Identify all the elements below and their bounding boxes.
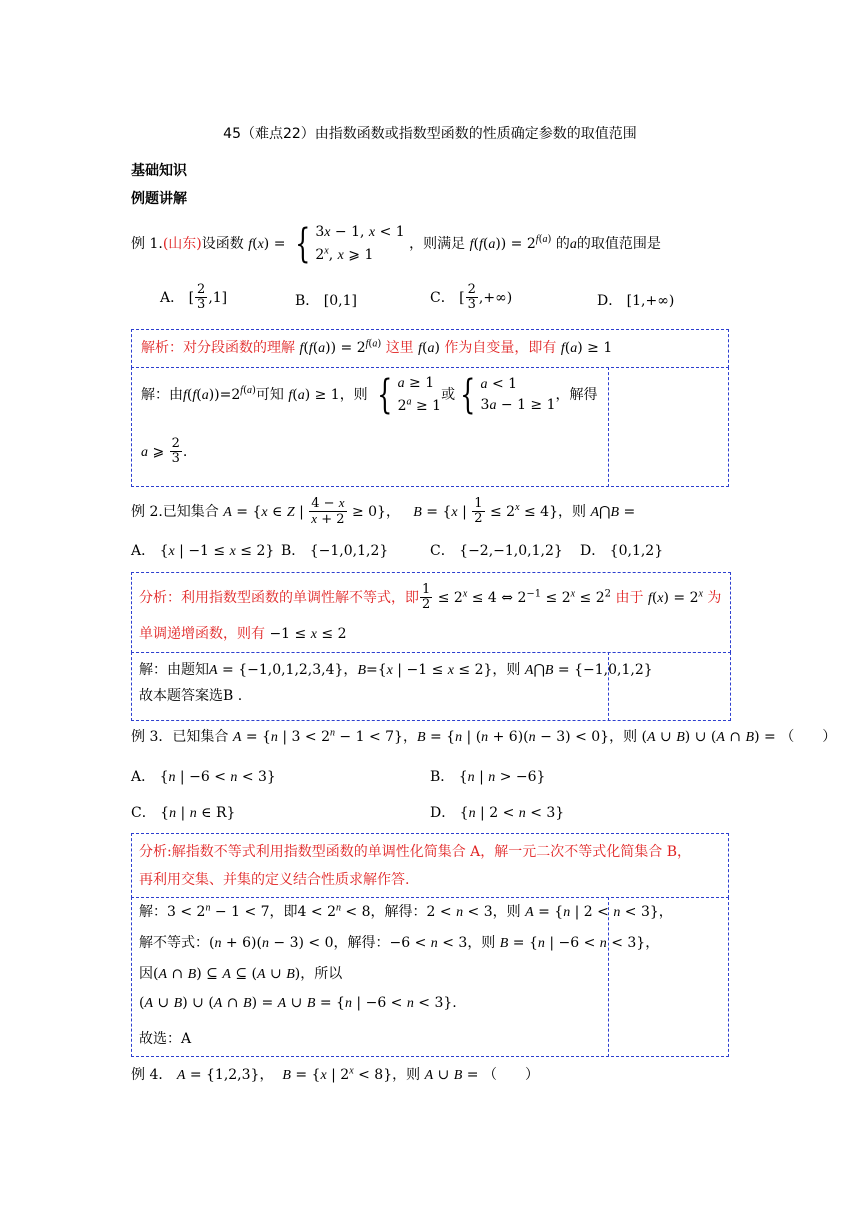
example-1-result: a ⩾ $\frac{2}{3}$ . xyxy=(141,436,188,467)
section-examples: 例题讲解 xyxy=(131,191,187,207)
example-1-question: 例 1.(山东)设函数 f(x) = { 3x − 1, x < 1 2$^x$, x ⩾ 1 ，则满足 $f(f(a)) = 2^{f(a)}$ 的a的取值范围是 xyxy=(131,220,661,267)
example-1-option-a: A． [ $\frac{2}{3}$ ,1] xyxy=(160,282,228,313)
example-1-solution: 解：由$f(f(a))=2^{f(a)}$可知 f(a) ≥ 1，则 { a ≥ 1 $2^a \ge 1$或 { a < 1 3a − 1 ≥ 1，解得 xyxy=(141,371,598,418)
page-title: 45（难点22）由指数函数或指数型函数的性质确定参数的取值范围 xyxy=(223,126,637,142)
example-3-option-a: A． {n | −6 < n < 3} xyxy=(131,769,276,785)
example-1-source: (山东) xyxy=(162,235,202,252)
example-3-solution-line-3: 因(A ∩ B) ⊆ A ⊆ (A ∪ B)，所以 xyxy=(139,966,343,982)
example-3-option-b: B． {n | n > −6} xyxy=(430,769,546,785)
example-4-question: 例 4． A = {1,2,3}， B = {x | $2^x < 8$}，则 A ∪ B = （ ） xyxy=(131,1065,539,1083)
example-3-solution-line-4: (A ∪ B) ∪ (A ∩ B) = A ∪ B = {n | −6 < n < 3}. xyxy=(139,995,457,1011)
example-3-option-c: C． {n | n ∈ R} xyxy=(131,805,236,821)
example-2-option-c: C． {−2,−1,0,1,2} xyxy=(430,543,563,559)
section-basic-knowledge: 基础知识 xyxy=(131,163,187,179)
example-3-analysis-line-2: 再利用交集、并集的定义结合性质求解作答. xyxy=(139,872,410,888)
example-2-solution: 解：由题知A = {−1,0,1,2,3,4}，B={x | −1 ≤ x ≤ 2}，则 A⋂B = {−1,0,1,2} xyxy=(139,662,653,678)
example-3-question: 例 3．已知集合 A = {n | $3 < 2^n - 1 < 7$}，B = {n | (n + 6)(n − 3) < 0}，则 (A ∪ B) ∪ (A ∩ B) = （ ） xyxy=(131,727,837,745)
example-2-analysis-line-1: 分析：利用指数型函数的单调性解不等式，即 $\frac{1}{2}$ ≤ $2^x \le 4$ ⇔ $2^{-1} \le 2^x \le 2^2$ 由于 $f(x) = 2^x$ 为 xyxy=(139,582,722,613)
example-1-option-d: D． [1,+∞) xyxy=(597,293,675,309)
example-3-option-d: D． {n | 2 < n < 3} xyxy=(430,805,565,821)
example-2-answer: 故本题答案选B . xyxy=(139,688,243,704)
example-1-option-b: B． [0,1] xyxy=(295,293,357,309)
example-3-analysis-line-1: 分析:解指数不等式利用指数型函数的单调性化简集合 A，解一元二次不等式化简集合 B， xyxy=(139,844,692,860)
example-1-label: 例 1. xyxy=(131,235,163,252)
example-3-solution-line-1: 解：$3 < 2^n - 1 < 7$，即$4 < 2^n < 8$，解得：2 < n < 3，则 A = {n | 2 < n < 3}， xyxy=(139,902,673,920)
example-1-option-c: C． [ $\frac{2}{3}$ ,+∞) xyxy=(430,282,513,313)
example-2-option-d: D． {0,1,2} xyxy=(580,543,664,559)
example-2-question: 例 2.已知集合 A = {x ∈ Z | $\frac{4 - x}{x + 2}$ ≥ 0}， B = {x | $\frac{1}{2}$ ≤ $2^x \le 4$}，则 A⋂B = xyxy=(131,495,636,528)
solution-divider xyxy=(608,367,609,487)
example-3-answer: 故选：A xyxy=(139,1031,192,1047)
example-2-option-b: B． {−1,0,1,2} xyxy=(281,543,389,559)
example-3-solution-line-2: 解不等式：(n + 6)(n − 3) < 0，解得：−6 < n < 3，则 B = {n | −6 < n < 3}， xyxy=(139,935,660,951)
solution-divider xyxy=(608,897,609,1057)
example-2-option-a: A． {x | −1 ≤ x ≤ 2} xyxy=(131,543,275,559)
example-2-analysis-line-2: 单调递增函数，则有 −1 ≤ x ≤ 2 xyxy=(139,626,347,642)
example-1-analysis: 解析：对分段函数的理解 $f(f(a)) = 2^{f(a)}$ 这里 f(a) 作为自变量，即有 f(a) ≥ 1 xyxy=(141,338,613,356)
